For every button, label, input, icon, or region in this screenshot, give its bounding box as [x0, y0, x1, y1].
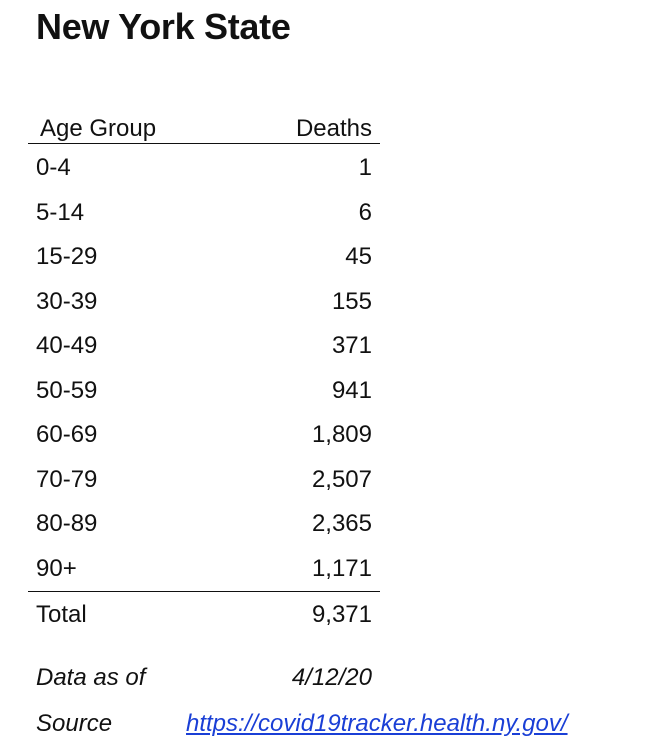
table-row: [28, 369, 380, 414]
table-row: [28, 547, 380, 592]
header-deaths: Deaths: [295, 115, 372, 142]
deaths-cell: 155: [331, 287, 372, 315]
table-row: [28, 458, 380, 503]
source-link[interactable]: https://covid19tracker.health.ny.gov/: [186, 710, 568, 737]
table-row: [28, 191, 380, 236]
as-of-date: 4/12/20: [291, 664, 372, 691]
age-group-cell: 30-39: [36, 287, 98, 315]
age-group-cell: 90+: [36, 554, 77, 582]
deaths-cell: 2,507: [311, 465, 372, 493]
table-row: [28, 235, 380, 280]
source-label: Source: [36, 710, 113, 737]
table-header: [28, 106, 380, 144]
age-group-cell: 0-4: [36, 154, 71, 182]
deaths-cell: 371: [331, 332, 372, 360]
as-of-label: Data as of: [36, 664, 146, 691]
table-body: [28, 146, 380, 637]
data-source: [36, 710, 636, 738]
age-group-cell: 70-79: [36, 465, 98, 493]
age-group-cell: 40-49: [36, 332, 98, 360]
total-row: [28, 591, 380, 637]
deaths-cell: 1: [358, 154, 372, 182]
table-row: [28, 324, 380, 369]
age-group-cell: 5-14: [36, 198, 85, 226]
total-label: Total: [36, 600, 87, 628]
deaths-cell: 1,809: [311, 421, 372, 449]
table-row: [28, 502, 380, 547]
total-value: 9,371: [311, 600, 372, 628]
page-title: New York State: [36, 6, 291, 47]
age-group-cell: 50-59: [36, 376, 98, 404]
deaths-cell: 6: [358, 198, 372, 226]
age-group-cell: 15-29: [36, 243, 98, 271]
deaths-cell: 941: [331, 376, 372, 404]
deaths-table: [28, 106, 380, 637]
data-as-of: [36, 664, 636, 692]
table-row: [28, 413, 380, 458]
deaths-cell: 45: [345, 243, 372, 271]
age-group-cell: 60-69: [36, 421, 98, 449]
deaths-cell: 2,365: [311, 510, 372, 538]
age-group-cell: 80-89: [36, 510, 98, 538]
table-row: [28, 280, 380, 325]
header-age-group: Age Group: [40, 115, 157, 142]
table-row: [28, 146, 380, 191]
deaths-cell: 1,171: [311, 554, 372, 582]
